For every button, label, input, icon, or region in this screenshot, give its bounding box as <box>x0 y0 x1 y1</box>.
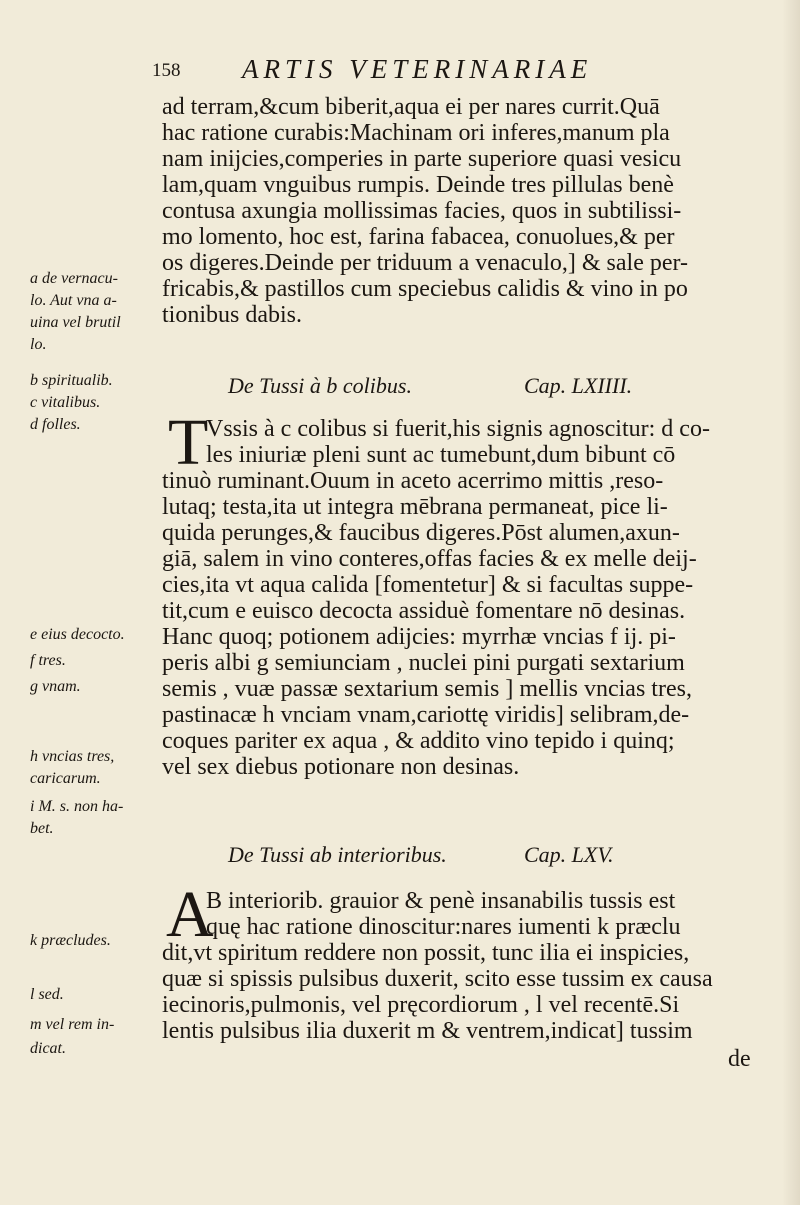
text-line: lam,quam vnguibus rumpis. Deinde tres pillulas benè <box>162 172 674 198</box>
text-line: B interiorib. grauior & penè insanabilis tussis est <box>206 888 676 914</box>
text-line: contusa axungia mollissimas facies, quos in subtilissi- <box>162 198 682 224</box>
drop-cap: T <box>168 406 209 479</box>
text-line: giā, salem in vino conteres,offas facies & ex melle deij- <box>162 546 697 572</box>
chapter-heading-65 <box>162 842 762 872</box>
drop-cap: A <box>166 878 214 951</box>
marginal-note: caricarum. <box>30 770 101 787</box>
text-line: lutaq; testa,ita ut integra mēbrana permaneat, pice li- <box>162 494 668 520</box>
page-header <box>152 50 752 86</box>
marginal-note: g vnam. <box>30 678 81 695</box>
chapter-heading-64 <box>162 373 762 403</box>
text-line: peris albi g semiunciam , nuclei pini purgati sextarium <box>162 650 685 676</box>
marginal-note: a de vernacu- <box>30 270 118 287</box>
marginal-note: m vel rem in- <box>30 1016 115 1033</box>
text-line: pastinacæ h vnciam vnam,cariottę viridis] selibram,de- <box>162 702 690 728</box>
text-line: Hanc quoq; potionem adijcies: myrrhæ vncias f ij. pi- <box>162 624 676 650</box>
text-line: Vssis à c colibus si fuerit,his signis agnoscitur: d co- <box>206 416 710 442</box>
text-line: quę hac ratione dinoscitur:nares iumenti k præclu <box>206 914 681 940</box>
marginal-note: k præcludes. <box>30 932 111 949</box>
marginal-note: h vncias tres, <box>30 748 115 765</box>
marginal-note: f tres. <box>30 652 66 669</box>
text-line: os digeres.Deinde per triduum a venaculo,] & sale per- <box>162 250 688 276</box>
text-line: fricabis,& pastillos cum speciebus calidis & vino in po <box>162 276 688 302</box>
page-number: 158 <box>152 60 181 81</box>
text-line: tionibus dabis. <box>162 302 303 328</box>
page-fold-shadow <box>782 0 800 1205</box>
marginal-note: lo. Aut vna a- <box>30 292 117 309</box>
marginal-note: l sed. <box>30 986 64 1003</box>
marginal-note: dicat. <box>30 1040 66 1057</box>
chapter-number: Cap. LXV. <box>524 842 614 867</box>
text-line: nam inijcies,comperies in parte superiore quasi vesicu <box>162 146 682 172</box>
text-line: semis , vuæ passæ sextarium semis ] mellis vncias tres, <box>162 676 692 702</box>
text-line: mo lomento, hoc est, farina fabacea, conuolues,& per <box>162 224 675 250</box>
text-line: ad terram,&cum biberit,aqua ei per nares currit.Quā <box>162 94 660 120</box>
text-line: tit,cum e euisco decocta assiduè fomentare nō desinas. <box>162 598 686 624</box>
marginal-note: b spiritualib. <box>30 372 113 389</box>
text-line: coques pariter ex aqua , & addito vino tepido i quinq; <box>162 728 675 754</box>
text-line: iecinoris,pulmonis, vel pręcordiorum , l vel recentē.Si <box>162 992 680 1018</box>
running-head: ARTIS VETERINARIAE <box>242 54 593 84</box>
text-line: dit,vt spiritum reddere non possit, tunc ilia ei inspicies, <box>162 940 690 966</box>
text-line: hac ratione curabis:Machinam ori inferes,manum pla <box>162 120 670 146</box>
text-line: quida perunges,& faucibus digeres.Pōst alumen,axun- <box>162 520 680 546</box>
marginal-note: lo. <box>30 336 47 353</box>
text-line: tinuò ruminant.Ouum in aceto acerrimo mittis ,reso- <box>162 468 664 494</box>
chapter-number: Cap. LXIIII. <box>524 373 633 398</box>
text-line: cies,ita vt aqua calida [fomentetur] & si facultas suppe- <box>162 572 694 598</box>
text-line: les iniuriæ pleni sunt ac tumebunt,dum bibunt cō <box>206 442 676 468</box>
marginal-note: uina vel brutil <box>30 314 121 331</box>
text-line: vel sex diebus potionare non desinas. <box>162 754 520 780</box>
marginal-note: c vitalibus. <box>30 394 101 411</box>
chapter-title: De Tussi à b colibus. <box>228 373 412 398</box>
marginal-note: bet. <box>30 820 54 837</box>
marginal-note: d folles. <box>30 416 81 433</box>
catchword: de <box>728 1046 751 1072</box>
text-line: lentis pulsibus ilia duxerit m & ventrem,indicat] tussim <box>162 1018 693 1044</box>
text-line: quæ si spissis pulsibus duxerit, scito esse tussim ex causa <box>162 966 713 992</box>
marginal-note: i M. s. non ha- <box>30 798 124 815</box>
marginal-note: e eius decocto. <box>30 626 125 643</box>
chapter-title: De Tussi ab interioribus. <box>228 842 447 867</box>
